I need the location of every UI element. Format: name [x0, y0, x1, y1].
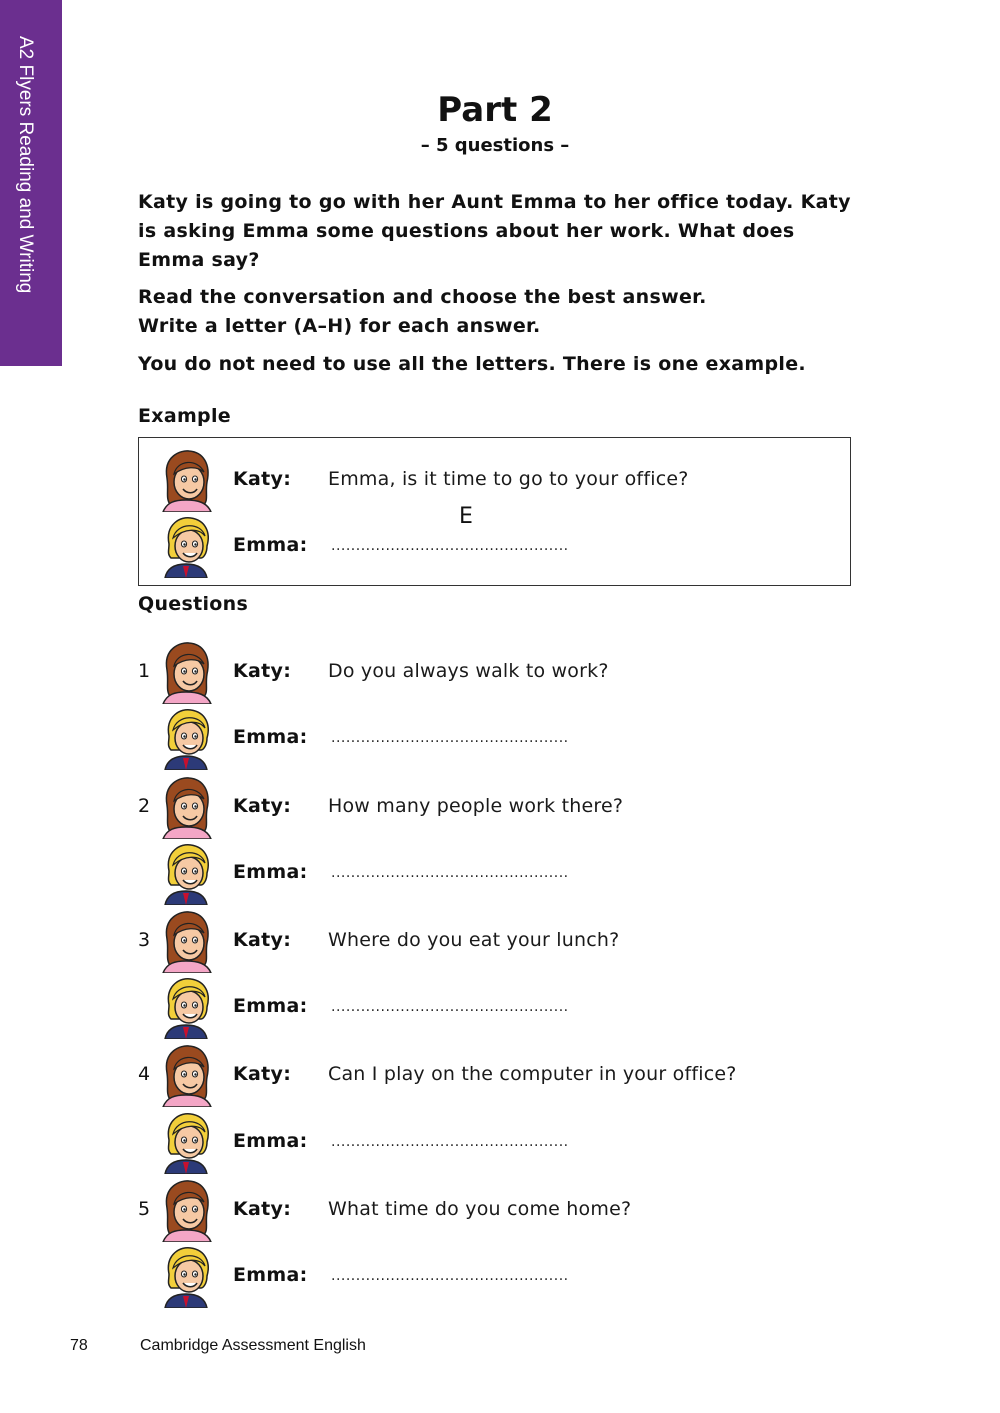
speaker-label: Emma: [233, 1264, 308, 1286]
katy-line: Emma, is it time to go to your office? [328, 468, 689, 490]
katy-line: What time do you come home? [328, 1198, 632, 1220]
katy-face-icon [157, 775, 215, 839]
example-emma-row [0, 504, 1000, 578]
question-4-katy-row [0, 1043, 1000, 1107]
speaker-label: Emma: [233, 1130, 308, 1152]
page-number: 78 [70, 1337, 88, 1354]
answer-field[interactable]: ................................................ [331, 730, 569, 746]
answer-dots: ................................................ [331, 538, 569, 554]
speaker-label: Katy: [233, 1063, 292, 1085]
question-number: 3 [138, 929, 151, 951]
instruction-note: You do not need to use all the letters. There is one example. [138, 353, 806, 375]
katy-face-icon [157, 909, 215, 973]
speaker-label: Emma: [233, 861, 308, 883]
katy-line: Can I play on the computer in your office? [328, 1063, 737, 1085]
answer-field[interactable]: ................................................ [331, 865, 569, 881]
katy-line: Where do you eat your lunch? [328, 929, 620, 951]
speaker-label: Emma: [233, 995, 308, 1017]
example-katy-row [0, 448, 1000, 512]
questions-label: Questions [138, 593, 249, 615]
answer-field[interactable]: ................................................ [331, 1134, 569, 1150]
question-2-katy-row [0, 775, 1000, 839]
question-number: 4 [138, 1063, 151, 1085]
question-1-emma-row [0, 706, 1000, 770]
side-tab-label: A2 Flyers Reading and Writing [15, 36, 36, 294]
question-4-emma-row [0, 1110, 1000, 1174]
speaker-label: Katy: [233, 468, 292, 490]
side-tab [0, 0, 62, 366]
publisher-name: Cambridge Assessment English [140, 1337, 366, 1354]
question-3-emma-row [0, 975, 1000, 1039]
emma-face-icon [157, 1244, 215, 1308]
question-3-katy-row [0, 909, 1000, 973]
emma-face-icon [157, 514, 215, 578]
question-2-emma-row [0, 841, 1000, 905]
example-answer: E [459, 504, 473, 529]
katy-face-icon [157, 448, 215, 512]
speaker-label: Katy: [233, 929, 292, 951]
emma-face-icon [157, 975, 215, 1039]
katy-face-icon [157, 1178, 215, 1242]
katy-line: How many people work there? [328, 795, 624, 817]
example-label: Example [138, 405, 231, 427]
question-5-katy-row [0, 1178, 1000, 1242]
katy-face-icon [157, 1043, 215, 1107]
question-5-emma-row [0, 1244, 1000, 1308]
speaker-label: Katy: [233, 1198, 292, 1220]
emma-face-icon [157, 841, 215, 905]
katy-line: Do you always walk to work? [328, 660, 609, 682]
katy-face-icon [157, 640, 215, 704]
speaker-label: Emma: [233, 534, 308, 556]
answer-field[interactable]: ................................................ [331, 999, 569, 1015]
speaker-label: Emma: [233, 726, 308, 748]
instruction-read: Read the conversation and choose the best answer. [138, 286, 707, 308]
emma-face-icon [157, 1110, 215, 1174]
question-1-katy-row [0, 640, 1000, 704]
page-subtitle: – 5 questions – [420, 135, 570, 156]
emma-face-icon [157, 706, 215, 770]
question-number: 2 [138, 795, 151, 817]
instruction-write: Write a letter (A–H) for each answer. [138, 315, 541, 337]
instruction-intro: Katy is going to go with her Aunt Emma to her office today. Katy is asking Emma some questions about her work. What does Emma say? [138, 191, 851, 271]
speaker-label: Katy: [233, 795, 292, 817]
speaker-label: Katy: [233, 660, 292, 682]
question-number: 1 [138, 660, 151, 682]
page-title: Part 2 [437, 90, 553, 130]
question-number: 5 [138, 1198, 151, 1220]
answer-field[interactable]: ................................................ [331, 1268, 569, 1284]
